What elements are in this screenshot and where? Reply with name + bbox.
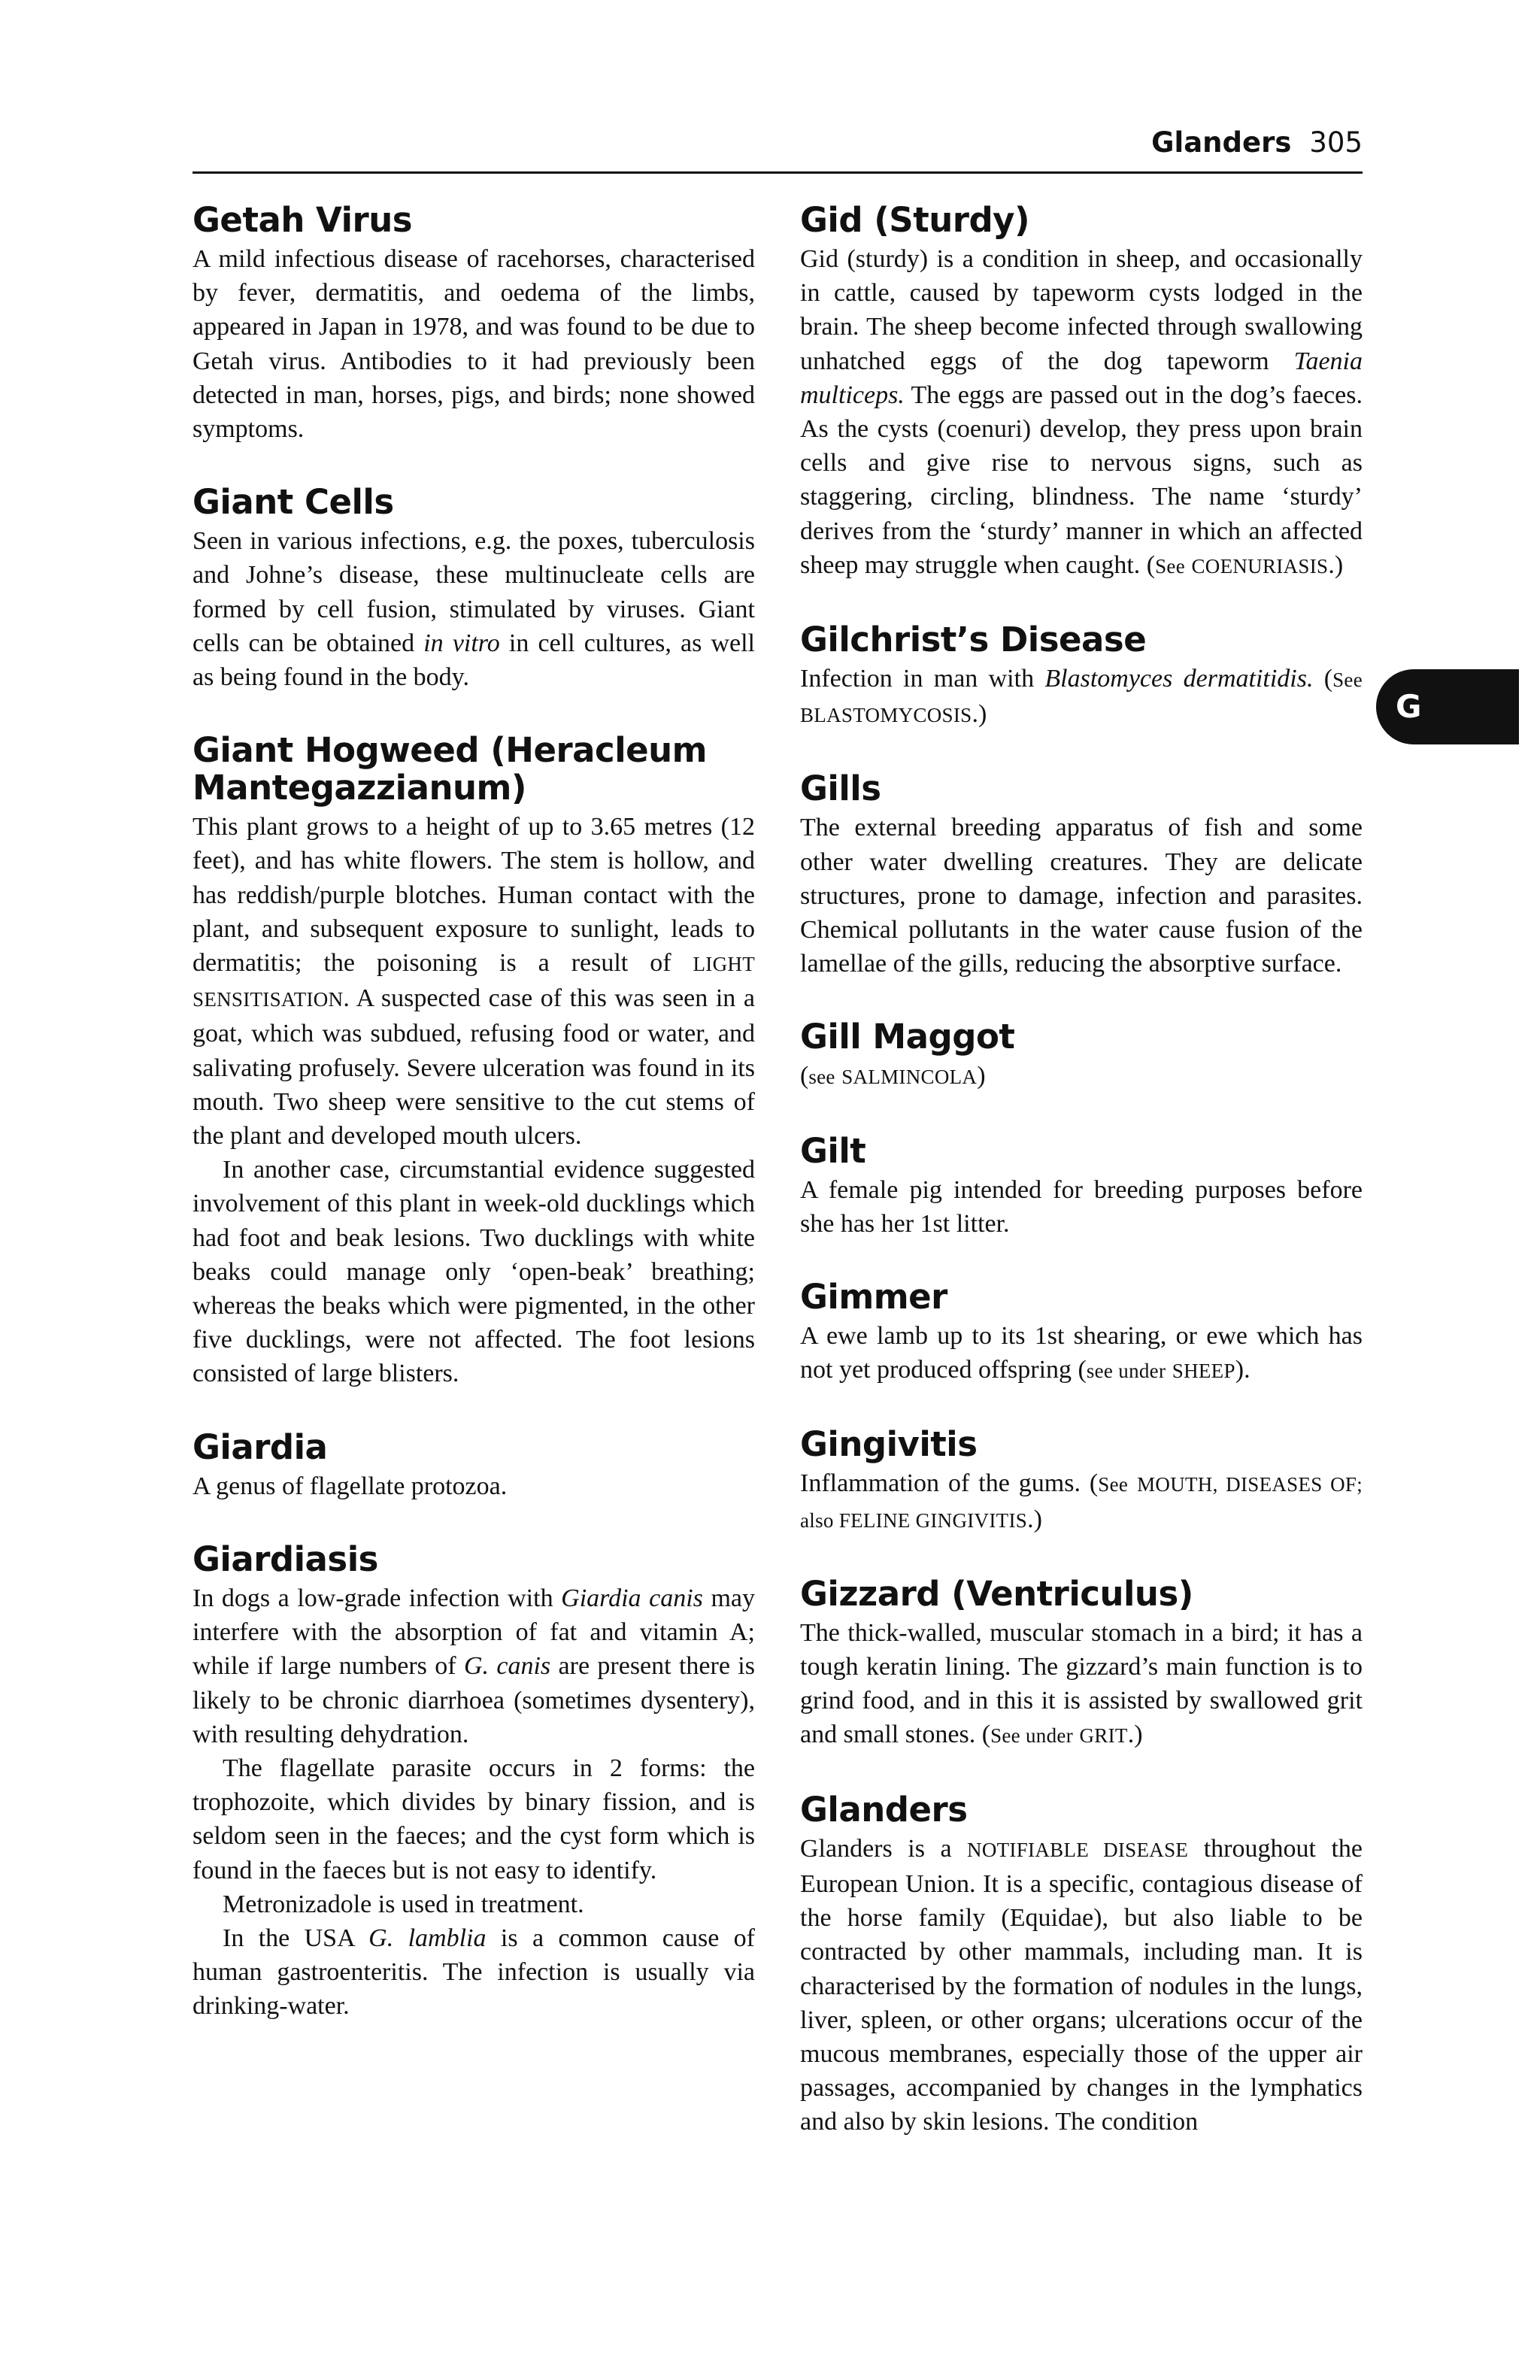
entry-title: Giardia	[192, 1426, 328, 1467]
text-run: (	[800, 1062, 809, 1090]
text-run: Gid (sturdy) is a condition in sheep, and occasionally in cattle, caused by tapeworm cysts lodged in the brain. The sheep become infected through swallowing unhatched eggs of the dog tapeworm	[800, 245, 1363, 375]
text-run: .)	[1027, 1505, 1042, 1533]
see-label: see	[808, 1066, 835, 1089]
entry-text	[192, 1581, 755, 1751]
text-run: throughout the European Union. It is a specific, contagious disease of the horse family (Equidae), but also liable to be contracted by other mammals, including man. It is characterised by the formation of nodules in the lungs, liver, spleen, or other organs; ulcerations occur of the mucous membranes, especially those of the upper air passages, accompanied by changes in the lymphatics and also by skin lesions. The condition	[800, 1834, 1363, 2136]
entry-title: Glanders	[800, 1789, 968, 1830]
page-number: 305	[1309, 126, 1363, 159]
entry-text	[800, 662, 1363, 732]
entry-text	[192, 810, 755, 1153]
entry-title: Giardiasis	[192, 1539, 378, 1579]
text-run: This plant grows to a height of up to 3.65 metres (12 feet), and has white flowers. The stem is hollow, and has reddish/purple blotches. Human contact with the plant, and subsequent exposure to sunlight, leads to dermatitis; the poisoning is a result of	[192, 813, 755, 978]
right-column	[800, 202, 1363, 2177]
entry-title: Gizzard (Ventriculus)	[800, 1573, 1193, 1614]
entry-title: Gingivitis	[800, 1424, 978, 1465]
text-run: In dogs a low-grade infection with	[192, 1584, 562, 1612]
text-run: .)	[1328, 550, 1344, 579]
entry-gilt	[800, 1132, 1363, 1241]
entry-title: Gilchrist’s Disease	[800, 620, 1147, 660]
text-run: )	[977, 1062, 986, 1090]
italic-term: Giardia canis	[561, 1584, 703, 1612]
text-run: The thick-walled, muscular stomach in a bird; it has a tough keratin lining. The gizzard’s main function is to grind food, and in this it is assisted by swallowed grit and small stones. (	[800, 1618, 1363, 1749]
text-run: are present there is likely to be chronic diarrhoea (sometimes dysentery), with resulting dehydration.	[192, 1652, 755, 1748]
text-run: in cell cultures, as well as being found in the body.	[192, 629, 756, 692]
entry-title: Gid (Sturdy)	[800, 200, 1030, 240]
entry-getah-virus	[192, 202, 755, 446]
text-run: may interfere with the absorption of fat and vitamin A; while if large numbers of	[192, 1584, 755, 1681]
entry-text: The flagellate parasite occurs in 2 forms: the trophozoite, which divides by binary fission, and is seldom seen in the faeces; and the cyst form which is found in the faeces but is not easy to identify.	[192, 1754, 755, 1884]
text-run: (	[1313, 665, 1333, 693]
entry-gingivitis	[800, 1426, 1363, 1537]
text-run: Seen in various infections, e.g. the poxes, tuberculosis and Johne’s disease, these multinucleate cells are formed by cell fusion, stimulated by viruses. Giant cells can be obtained	[192, 527, 755, 657]
italic-term: G. lamblia	[368, 1924, 487, 1952]
text-run: . A suspected case of this was seen in a goat, which was subdued, refusing food or water, and salivating profusely. Severe ulceration was found in its mouth. Two sheep were sensitive to the cut stems of the plant and developed mouth ulcers.	[192, 984, 755, 1151]
text-run: is a common cause of human gastroenteritis. The infection is usually via drinking-water.	[192, 1924, 756, 2021]
cross-reference: LIGHT SENSITISATION	[192, 953, 755, 1011]
cross-reference: NOTIFIABLE DISEASE	[967, 1838, 1189, 1861]
left-column	[192, 202, 755, 2061]
see-label: see under	[1086, 1360, 1166, 1383]
entry-title: Giant Hogweed (Heracleum Mantegazzianum)	[192, 730, 708, 808]
italic-term: in vitro	[423, 629, 500, 657]
entry-giardiasis	[192, 1541, 755, 2024]
see-label: See	[1098, 1473, 1129, 1496]
cross-reference: GRIT	[1079, 1724, 1128, 1748]
text-run: .)	[1127, 1721, 1143, 1749]
entry-text: A genus of flagellate protozoa.	[192, 1472, 508, 1500]
entry-text: In another case, circumstantial evidence suggested involvement of this plant in week-old ducklings which had foot and beak lesions. Two ducklings with white beaks could manage only ‘open-beak’ breathing; whereas the beaks which were pigmented, in the other five ducklings, were not affected. The foot lesions consisted of large blisters.	[192, 1156, 755, 1388]
entry-title: Gilt	[800, 1130, 866, 1171]
entry-title: Getah Virus	[192, 200, 413, 240]
italic-term: Taenia multiceps.	[800, 347, 1363, 409]
cross-reference: SHEEP	[1172, 1360, 1235, 1383]
text-run: The eggs are passed out in the dog’s faeces. As the cysts (coenuri) develop, they press upon brain cells and give rise to nervous signs, such as staggering, circling, blindness. The name ‘sturdy’ derives from the ‘sturdy’ manner in which an affected sheep may struggle when caught. (	[800, 380, 1363, 579]
see-label: See	[1155, 554, 1185, 578]
entry-giant-hogweed	[192, 732, 755, 1390]
running-head	[192, 126, 1363, 159]
entry-text	[800, 1466, 1363, 1537]
italic-term: Blastomyces dermatitidis.	[1044, 665, 1314, 693]
entry-text: The external breeding apparatus of fish and some other water dwelling creatures. They are delicate structures, prone to damage, infection and parasites. Chemical pollutants in the water cause fusion of the lamellae of the gills, reducing the absorptive surface.	[800, 814, 1363, 978]
text-run: Inflammation of the gums. (	[800, 1469, 1099, 1498]
entry-gizzard	[800, 1575, 1363, 1754]
text-run: Infection in man with	[800, 665, 1045, 693]
cross-reference: BLASTOMYCOSIS	[800, 704, 972, 727]
entry-title: Gills	[800, 769, 881, 809]
entry-gimmer	[800, 1278, 1363, 1388]
entry-text	[800, 1832, 1363, 2139]
italic-term: G. canis	[463, 1652, 551, 1681]
entry-text	[192, 1921, 755, 2024]
entry-text: A female pig intended for breeding purposes before she has her 1st litter.	[800, 1175, 1363, 1238]
text-run: A ewe lamb up to its 1st shearing, or ewe which has not yet produced offspring (	[800, 1322, 1363, 1384]
text-run: .)	[972, 700, 987, 729]
section-thumb-tab: G	[1376, 669, 1519, 744]
entry-gill-maggot	[800, 1018, 1363, 1094]
entry-text: Metronizadole is used in treatment.	[223, 1890, 584, 1918]
entry-text	[192, 524, 755, 694]
cross-reference: FELINE GINGIVITIS	[838, 1508, 1028, 1532]
entry-text	[800, 1616, 1363, 1754]
entry-giardia	[192, 1426, 755, 1503]
running-head-title: Glanders	[1151, 126, 1292, 159]
cross-reference: MOUTH, DISEASES OF	[1137, 1473, 1357, 1496]
entry-text	[800, 1059, 1363, 1094]
entry-title: Gimmer	[800, 1277, 947, 1317]
header-rule	[192, 171, 1363, 174]
entry-giant-cells	[192, 484, 755, 694]
cross-reference: COENURIASIS	[1191, 554, 1329, 578]
entry-text	[800, 1319, 1363, 1388]
text-run: In the USA	[223, 1924, 369, 1952]
entry-title: Gill Maggot	[800, 1017, 1015, 1057]
cross-reference: SALMINCOLA	[841, 1066, 978, 1089]
text-run: ; also	[800, 1473, 1363, 1532]
entry-title: Giant Cells	[192, 482, 394, 523]
see-label: See under	[990, 1724, 1073, 1748]
entry-glanders	[800, 1791, 1363, 2139]
entry-gilchrists-disease	[800, 621, 1363, 732]
text-run: Glanders is a	[800, 1834, 968, 1863]
entry-text: A mild infectious disease of racehorses, characterised by fever, dermatitis, and oedema of the limbs, appeared in Japan in 1978, and was found to be due to Getah virus. Antibodies to it had previously been detected in man, horses, pigs, and birds; none showed symptoms.	[192, 245, 755, 444]
entry-text	[800, 242, 1363, 584]
entry-gills	[800, 770, 1363, 981]
text-run: ).	[1235, 1356, 1250, 1384]
see-label: See	[1332, 669, 1363, 692]
entry-gid	[800, 202, 1363, 584]
